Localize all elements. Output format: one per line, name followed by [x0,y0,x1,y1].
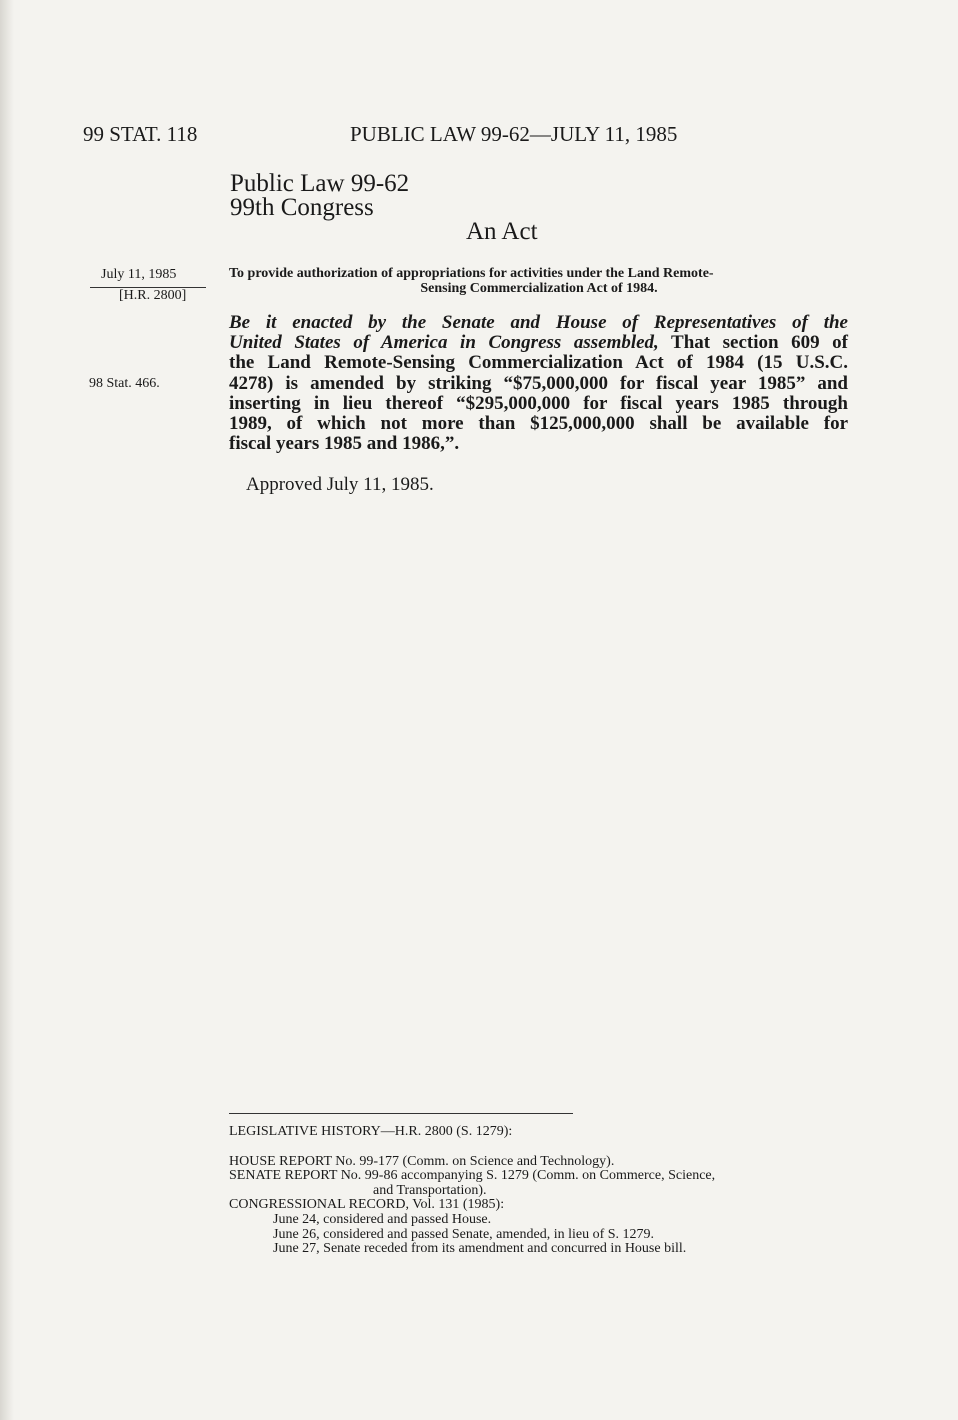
body-line: fiscal years 1985 and 1986,”. [229,433,460,455]
body-line: inserting in lieu thereof “$295,000,000 for fiscal years 1985 through [229,392,848,414]
enacting-clause: United States of America in Congress assembled, [229,332,659,354]
senate-report: SENATE REPORT No. 99-86 accompanying S. 1279 (Comm. on Commerce, Science, [229,1168,716,1183]
approval-date: Approved July 11, 1985. [246,474,434,495]
margin-date: July 11, 1985 [101,267,177,282]
body-text-span: That section 609 of [658,332,848,354]
act-purpose [229,266,849,296]
body-line [229,313,848,333]
legislative-history-title: LEGISLATIVE HISTORY—H.R. 2800 (S. 1279): [229,1124,513,1139]
congressional-record: CONGRESSIONAL RECORD, Vol. 131 (1985): [229,1197,505,1212]
house-report: HOUSE REPORT No. 99-177 (Comm. on Science and Technology). [229,1154,615,1169]
running-title: PUBLIC LAW 99-62—JULY 11, 1985 [350,122,678,146]
stat-page-reference: 99 STAT. 118 [83,122,198,146]
senate-report-continued: and Transportation). [373,1183,487,1198]
public-law-number: Public Law 99-62 [230,170,410,197]
body-line: 4278) is amended by striking “$75,000,000 for fiscal year 1985” and [229,372,848,394]
act-body [229,313,848,454]
congress-label: 99th Congress [230,194,374,221]
purpose-line: To provide authorization of appropriations for activities under the Land Remote- [229,266,714,281]
purpose-line: Sensing Commercialization Act of 1984. [420,281,658,296]
margin-stat-note: 98 Stat. 466. [89,376,160,391]
body-line [229,333,848,353]
body-line: the Land Remote-Sensing Commercialization Act of 1984 (15 U.S.C. [229,352,848,374]
act-label: An Act [466,218,538,245]
history-entry: June 27, Senate receded from its amendment and concurred in House bill. [273,1241,687,1256]
history-entry: June 24, considered and passed House. [273,1212,492,1227]
enacting-clause: Be it enacted by the Senate and House of Representatives of the [229,312,848,333]
history-entry: June 26, considered and passed Senate, amended, in lieu of S. 1279. [273,1227,655,1242]
margin-bill-number: [H.R. 2800] [119,288,187,303]
body-line: 1989, of which not more than $125,000,000 shall be available for [229,413,848,435]
history-rule [229,1113,573,1114]
page-binding-edge [0,0,14,1420]
